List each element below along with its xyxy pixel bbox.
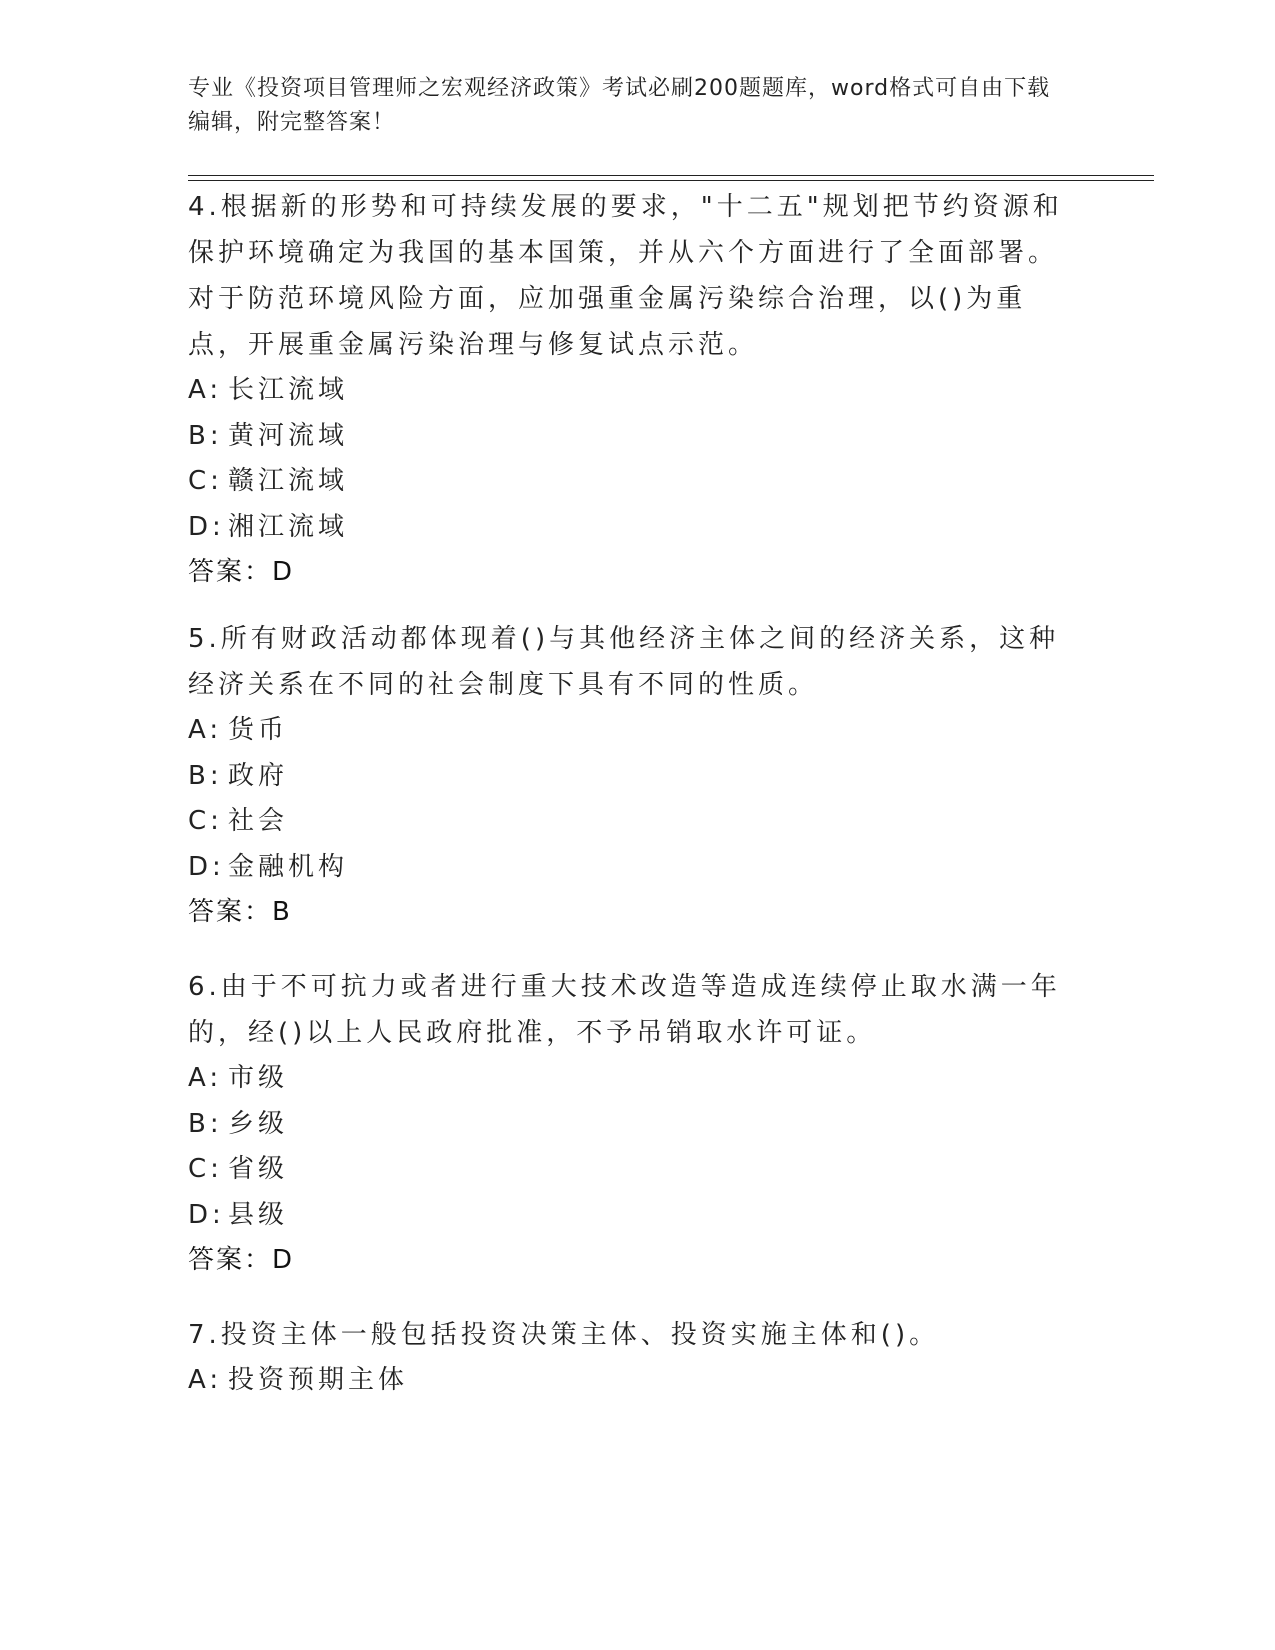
option-letter: D: (188, 1199, 225, 1230)
option-letter: C: (188, 466, 223, 496)
option-text: 社会 (228, 806, 289, 836)
answer-label: 答案：D (188, 1245, 295, 1275)
option-letter: C: (188, 1154, 223, 1184)
option-text: 政府 (228, 760, 289, 791)
option-a (188, 1056, 1068, 1102)
option-text: 湘江流域 (228, 511, 349, 542)
option-letter: A: (188, 1063, 223, 1093)
question-4 (188, 184, 1068, 595)
option-letter: D: (188, 851, 225, 882)
question-6 (188, 964, 1068, 1283)
option-a (188, 1358, 1068, 1404)
option-text: 县级 (228, 1199, 289, 1230)
header-divider-double (188, 180, 1154, 181)
answer-label: 答案：D (188, 557, 295, 587)
question-stem: 5.所有财政活动都体现着()与其他经济主体之间的经济关系，这种经济关系在不同的社会制度下具有不同的性质。 (188, 624, 1060, 700)
question-stem: 4.根据新的形势和可持续发展的要求，"十二五"规划把节约资源和保护环境确定为我国的基本国策，并从六个方面进行了全面部署。对于防范环境风险方面，应加强重金属污染综合治理，以()为重点，开展重金属污染治理与修复试点示范。 (188, 192, 1063, 360)
option-c (188, 459, 1068, 505)
option-d (188, 845, 1068, 891)
option-letter: A: (188, 375, 223, 405)
option-text: 投资预期主体 (228, 1365, 409, 1395)
option-text: 省级 (228, 1154, 289, 1184)
option-b (188, 414, 1068, 460)
document-header: 专业《投资项目管理师之宏观经济政策》考试必刷200题题库，word格式可自由下载编辑，附完整答案！ (188, 76, 1051, 135)
question-stem: 6.由于不可抗力或者进行重大技术改造等造成连续停止取水满一年的，经()以上人民政府批准，不予吊销取水许可证。 (188, 972, 1061, 1048)
option-c (188, 1147, 1068, 1193)
option-letter: D: (188, 511, 225, 542)
option-d (188, 1193, 1068, 1239)
option-a (188, 368, 1068, 414)
option-letter: A: (188, 715, 223, 745)
option-d (188, 505, 1068, 551)
option-b (188, 1102, 1068, 1148)
question-stem: 7.投资主体一般包括投资决策主体、投资实施主体和()。 (188, 1320, 940, 1350)
option-letter: A: (188, 1365, 223, 1395)
option-letter: B: (188, 1108, 223, 1139)
option-letter: C: (188, 806, 223, 836)
option-text: 黄河流域 (228, 420, 349, 451)
answer-label: 答案：B (188, 897, 292, 927)
option-text: 金融机构 (228, 851, 349, 882)
question-5 (188, 616, 1068, 935)
question-7 (188, 1312, 1068, 1404)
option-text: 货币 (228, 715, 289, 745)
option-a (188, 708, 1068, 754)
option-text: 乡级 (228, 1108, 289, 1139)
option-letter: B: (188, 420, 223, 451)
option-b (188, 754, 1068, 800)
option-c (188, 799, 1068, 845)
option-text: 市级 (228, 1063, 289, 1093)
header-divider (188, 175, 1154, 176)
option-text: 赣江流域 (228, 466, 349, 496)
option-letter: B: (188, 760, 223, 791)
option-text: 长江流域 (228, 375, 349, 405)
